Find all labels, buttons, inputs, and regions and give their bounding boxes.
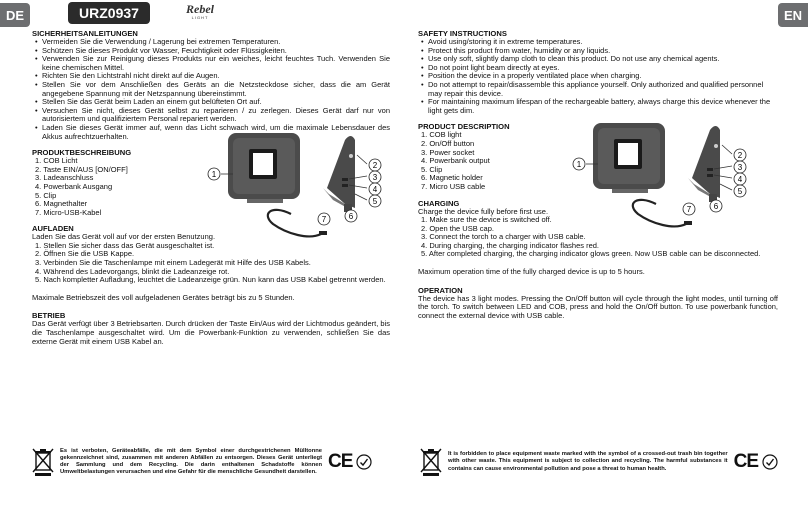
crossed-out-bin-icon xyxy=(420,447,442,477)
power-button xyxy=(714,144,718,148)
list-item: • Versuchen Sie nicht, dieses Gerät selbst zu reparieren / zu zerlegen. Dieses Gerät darf nur von autorisiertem und qualifiziertem Personal repariert werden. xyxy=(32,107,390,124)
en-product-title: PRODUCT DESCRIPTION xyxy=(418,122,510,132)
list-item: 7. Micro-USB-Kabel xyxy=(35,207,102,217)
en-footer xyxy=(420,447,778,477)
de-footer xyxy=(32,447,390,477)
callout-2 xyxy=(734,149,746,161)
svg-text:7: 7 xyxy=(686,205,692,214)
list-item: • Verwenden Sie zur Reinigung dieses Produkts nur ein weiches, leicht feuchtes Tuch. Verwenden Sie keine chemischen Mittel. xyxy=(32,55,390,72)
en-footer-text: It is forbidden to place equipment waste marked with the symbol of a crossed-out trash bin together with other waste. This equipment is subject to collection and recycling. The harmful substances it contains can cause environmental pollution and pose a threat to human health. xyxy=(447,451,728,472)
list-item: 4. Powerbank output xyxy=(421,156,490,166)
list-item: 4. Powerbank Ausgang xyxy=(35,181,113,191)
de-operation-text: Das Gerät verfügt über 3 Betriebsarten. Durch drücken der Taste Ein/Aus wird der Lichtmodus geändert, bis die Taschenlampe ausgeschaltet wird. Um die Powerbank-Funktion zu verwenden, schließen Sie das externe Gerät mit einem USB Kabel an. xyxy=(32,319,390,346)
list-item: • Avoid using/storing it in extreme temperatures. xyxy=(418,38,778,47)
svg-text:4: 4 xyxy=(737,175,743,184)
list-item: 1. Make sure the device is switched off. xyxy=(421,215,552,225)
list-item: 5. After completed charging, the charging indicator glows green. Now USB cable can be disconnected. xyxy=(421,249,761,259)
language-tab-en: EN xyxy=(778,3,808,27)
callout-5 xyxy=(734,185,746,197)
list-item: 2. Open the USB cap. xyxy=(421,223,494,233)
list-item: • Schützen Sie dieses Produkt vor Wasser, Feuchtigkeit oder Flüssigkeiten. xyxy=(32,47,390,56)
en-charging-intro: Charge the device fully before first use. xyxy=(418,206,549,216)
callout-2 xyxy=(369,159,381,171)
list-item: 2. On/Off button xyxy=(421,138,475,148)
de-runtime: Maximale Betriebszeit des voll aufgeladenen Gerätes beträgt bis zu 5 Stunden. xyxy=(32,292,295,302)
de-safety-title: SICHERHEITSANLEITUNGEN xyxy=(32,29,138,38)
recycling-mark-icon xyxy=(762,454,778,470)
de-footer-text: Es ist verboten, Geräteabfälle, die mit dem Symbol einer durchgestrichenen Mülltonne gekennzeichnet sind, zusammen mit anderen Abfällen zu entsorgen. Dieses Gerät unterliegt der Sammlung und dem Recycling. Die darin enthaltenen Schadstoffe können Umweltbelastungen verursachen und eine Gefahr für die menschliche Gesundheit darstellen. xyxy=(60,447,322,476)
usb-cable xyxy=(268,210,321,237)
de-product-title: PRODUKTBESCHREIBUNG xyxy=(32,148,132,158)
list-item: 6. Magnethalter xyxy=(35,199,88,209)
list-item: • For maintaining maximum lifespan of the rechargeable battery, always charge this device whenever the light gets dim. xyxy=(418,98,778,115)
ce-mark-icon: CE xyxy=(328,451,353,472)
callout-7 xyxy=(318,213,330,225)
callout-3 xyxy=(369,171,381,183)
list-item: 2. Taste EIN/AUS [ON/OFF] xyxy=(35,164,128,174)
model-number: URZ0937 xyxy=(68,2,150,24)
callout-5 xyxy=(369,195,381,207)
list-item: • Vermeiden Sie die Verwendung / Lagerung bei extremen Temperaturen. xyxy=(32,38,390,47)
list-item: • Position the device in a properly ventilated place when charging. xyxy=(418,72,778,81)
svg-text:1: 1 xyxy=(211,170,217,179)
list-item: 3. Verbinden Sie die Taschenlampe mit einem Ladegerät mit Hilfe des USB Kabels. xyxy=(35,258,311,268)
list-item: 5. Clip xyxy=(35,190,57,200)
de-product-illustration xyxy=(205,118,390,253)
recycling-mark-icon xyxy=(356,454,372,470)
svg-text:5: 5 xyxy=(737,187,743,196)
list-item: 2. Öffnen Sie die USB Kappe. xyxy=(35,249,135,259)
list-item: 3. Power socket xyxy=(421,147,475,157)
de-charging-title: AUFLADEN xyxy=(32,224,74,234)
svg-text:3: 3 xyxy=(372,173,378,182)
list-item: • Laden Sie dieses Gerät immer auf, wenn das Licht schwach wird, um die maximale Lebensdauer des Akkus aufrechtzuerhalten. xyxy=(32,124,390,141)
list-item: • Use only soft, slightly damp cloth to clean this product. Do not use any chemical agents. xyxy=(418,55,778,64)
brand-name: Rebel xyxy=(186,2,214,16)
en-runtime: Maximum operation time of the fully charged device is up to 5 hours. xyxy=(418,267,645,277)
list-item: • Do not attempt to repair/disassemble this appliance yourself. Only authorized and qualified personnel may repair this device. xyxy=(418,81,778,98)
en-charging-title: CHARGING xyxy=(418,198,460,208)
callout-1 xyxy=(208,168,220,180)
callout-7 xyxy=(683,203,695,215)
list-item: 5. Clip xyxy=(421,164,443,174)
usb-port xyxy=(707,168,713,171)
svg-text:2: 2 xyxy=(372,161,378,170)
de-operation-title: BETRIEB xyxy=(32,311,66,321)
list-item: 7. Micro USB cable xyxy=(421,181,486,191)
list-item: 3. Ladeanschluss xyxy=(35,173,94,183)
list-item: • Stellen Sie vor dem Anschließen des Geräts an die Netzsteckdose sicher, dass die am Gerät angegebene Spannung mit der Netzspannung übereinstimmt. xyxy=(32,81,390,98)
list-item: • Protect this product from water, humidity or any liquids. xyxy=(418,47,778,56)
en-operation-text: The device has 3 light modes. Pressing the On/Off button will cycle through the light modes, until turning off the torch. To switch between LED and COB, press and hold the On/Off button. To use powerbank function, connect the external device with USB cable. xyxy=(418,293,778,320)
usb-cable xyxy=(633,200,686,227)
power-button xyxy=(349,154,353,158)
svg-text:6: 6 xyxy=(348,212,354,221)
crossed-out-bin-icon xyxy=(32,447,54,477)
de-charging-intro: Laden Sie das Gerät voll auf vor der ersten Benutzung. xyxy=(32,232,216,242)
list-item: 4. During charging, the charging indicator flashes red. xyxy=(421,240,600,250)
list-item: 3. Connect the torch to a charger with USB cable. xyxy=(421,232,586,242)
svg-text:5: 5 xyxy=(372,197,378,206)
callout-6 xyxy=(710,200,722,212)
list-item: 1. COB Licht xyxy=(35,156,78,166)
svg-text:6: 6 xyxy=(713,202,719,211)
list-item: 4. Während des Ladevorgangs, blinkt die Ladeanzeige rot. xyxy=(35,266,230,276)
svg-text:1: 1 xyxy=(576,160,582,169)
callout-1 xyxy=(573,158,585,170)
brand-sub: LIGHT xyxy=(191,15,209,20)
en-product-illustration xyxy=(570,108,755,243)
svg-text:7: 7 xyxy=(321,215,327,224)
list-item: • Richten Sie den Lichtstrahl nicht direkt auf die Augen. xyxy=(32,72,390,81)
en-safety-title: SAFETY INSTRUCTIONS xyxy=(418,29,507,38)
callout-3 xyxy=(734,161,746,173)
list-item: 1. COB light xyxy=(421,130,462,140)
en-operation-title: OPERATION xyxy=(418,285,463,295)
list-item: 1. Stellen Sie sicher dass das Gerät ausgeschaltet ist. xyxy=(35,240,215,250)
list-item: • Stellen Sie das Gerät beim Laden an einem gut belüfteten Ort auf. xyxy=(32,98,390,107)
language-tab-de: DE xyxy=(0,3,30,27)
svg-text:2: 2 xyxy=(737,151,743,160)
callout-4 xyxy=(734,173,746,185)
ce-mark-icon: CE xyxy=(733,451,759,472)
list-item: 6. Magnetic holder xyxy=(421,173,483,183)
list-item: 5. Nach kompletter Aufladung, leuchtet die Ladeanzeige grün. Nun kann das USB Kabel getrennt werden. xyxy=(35,275,386,285)
svg-text:4: 4 xyxy=(372,185,378,194)
callout-4 xyxy=(369,183,381,195)
usb-port xyxy=(342,178,348,181)
callout-6 xyxy=(345,210,357,222)
svg-text:3: 3 xyxy=(737,163,743,172)
rebel-logo xyxy=(178,1,222,21)
list-item: • Do not point light beam directly at eyes. xyxy=(418,64,778,73)
en-safety-list xyxy=(418,38,778,115)
